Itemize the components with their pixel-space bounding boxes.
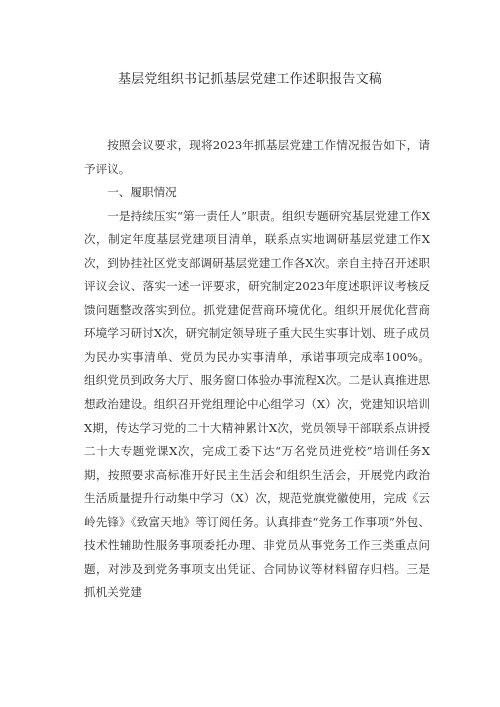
body-paragraph: 一是持续压实“第一责任人”职责。组织专题研究基层党建工作X次，制定年度基层党建项目清单，联系点实地调研基层党建工作X次，到协挂社区党支部调研基层党建工作各X次。亲自主持召开述职评议会议、落实一述一评要求，研究制定2023年度述职评议考核反馈问题整改落实到位。抓党建促营商环境优化。组织开展优化营商环境学习研讨X次，研究制定领导班子重大民生实事计划、班子成员为民办实事清单、党员为民办实事清单，承诺事项完成率100%。组织党员到政务大厅、服务窗口体验办事流程X次。二是认真推进思想政治建设。组织召开党组理论中心组学习（X）次，党建知识培训X期，传达学习党的二十大精神累计X次，党员领导干部联系点讲授二十大专题党课X次，完成工委下达“万名党员进党校”培训任务X期，按照要求高标准开好民主生活会和组织生活会，开展党内政治生活质量提升行动集中学习（X）次，规范党旗党徽使用，完成《云岭先锋》《致富天地》等订阅任务。认真排查“党务工作事项”外包、技术性辅助性服务事项委托办理、非党员从事党务工作三类重点问题，对涉及到党务事项支出凭证、合同协议等材料留存归档。三是抓机关党建	[84, 208, 430, 600]
document-title: 基层党组织书记抓基层党建工作述职报告文稿	[117, 72, 382, 87]
intro-paragraph: 按照会议要求，现将2023年抓基层党建工作情况报告如下，请予评议。	[84, 138, 430, 176]
section-heading: 一、履职情况	[107, 185, 177, 200]
document-body	[84, 134, 430, 605]
